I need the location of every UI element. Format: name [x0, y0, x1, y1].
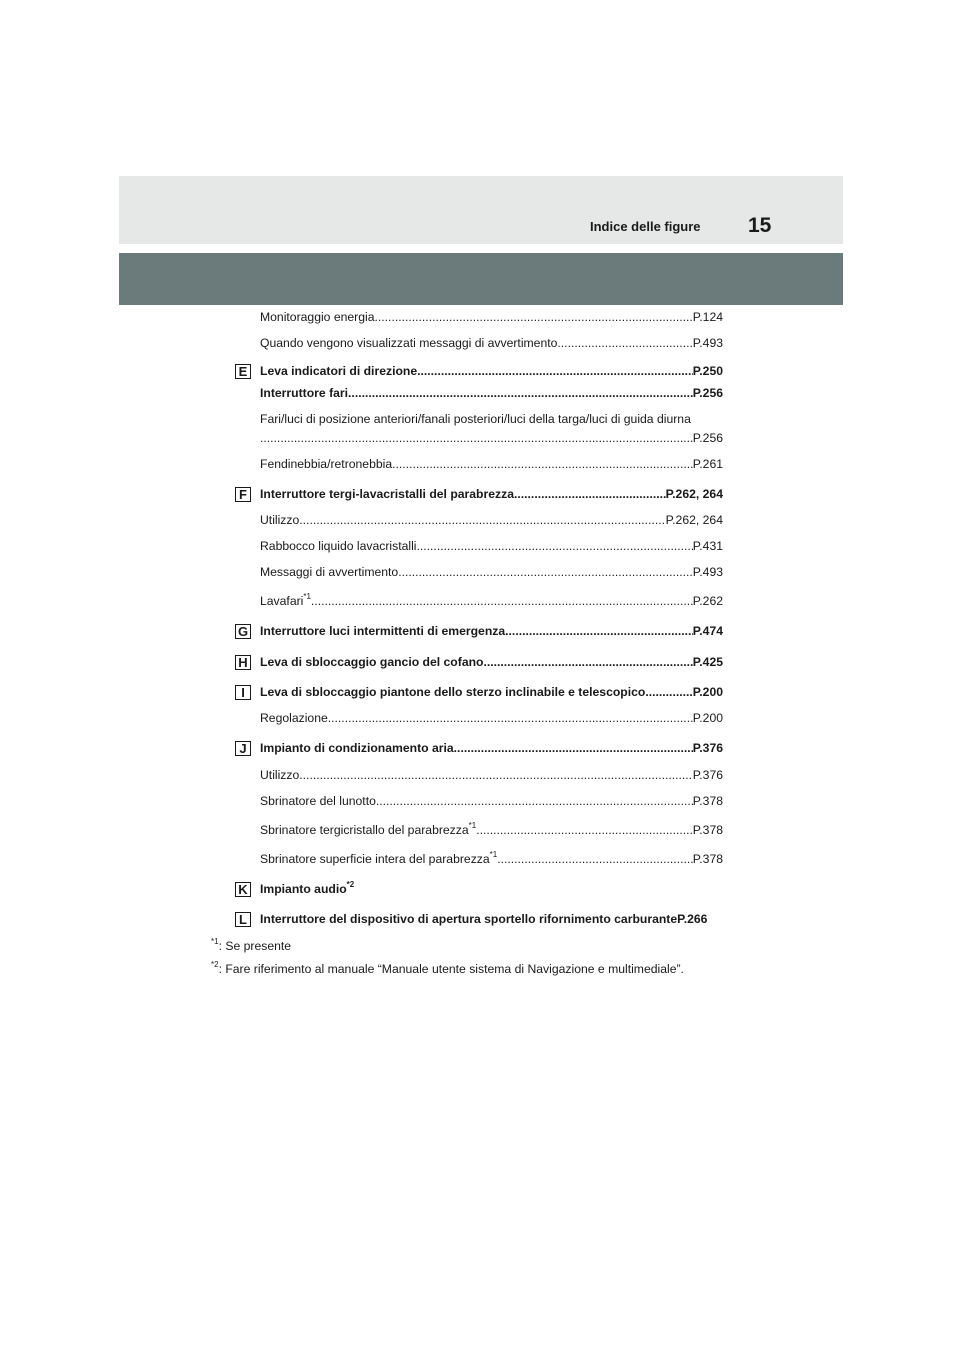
callout-letter-i: I [235, 685, 251, 700]
index-entry: Utilizzo ..... P.376 [260, 768, 723, 783]
callout-letter-k: K [235, 882, 251, 897]
index-entry: Interruttore luci intermittenti di emergenza ..... P.474 [260, 624, 723, 639]
callout-letter-j: J [235, 741, 251, 756]
index-entry: Impianto di condizionamento aria ..... P.376 [260, 741, 723, 756]
index-entry: Interruttore del dispositivo di apertura sportello rifornimento carburante P.266 [260, 912, 708, 926]
index-entry: Interruttore fari ..... P.256 [260, 386, 723, 401]
page-number: 15 [748, 214, 772, 237]
index-entry: Lavafari$^{*1}$ ..... P.262 [260, 594, 723, 609]
index-entry: Sbrinatore tergicristallo del parabrezza$^{*1}$ ..... P.378 [260, 823, 723, 838]
index-entry: Sbrinatore superficie intera del parabrezza$^{*1}$ ..... P.378 [260, 852, 723, 867]
index-entry: Utilizzo ..... P.262, 264 [260, 513, 723, 528]
index-entry: Leva di sbloccaggio piantone dello sterzo inclinabile e telescopico ..... P.200 [260, 685, 723, 700]
callout-letter-f: F [235, 487, 251, 502]
index-entry: Fendinebbia/retronebbia ..... P.261 [260, 457, 723, 472]
index-entry: Quando vengono visualizzati messaggi di avvertimento ..... P.493 [260, 336, 723, 351]
footnote: $^{*2}$: Fare riferimento al manuale “Manuale utente sistema di Navigazione e multimediale”. [211, 960, 684, 977]
index-entry-label: Fari/luci di posizione anteriori/fanali posteriori/luci della targa/luci di guida diurna [260, 412, 691, 426]
callout-letter-l: L [235, 912, 251, 927]
index-entry: Regolazione ..... P.200 [260, 711, 723, 726]
callout-letter-h: H [235, 655, 251, 670]
callout-letter-e: E [235, 364, 251, 379]
index-entry: Monitoraggio energia ..... P.124 [260, 310, 723, 325]
index-entry: Sbrinatore del lunotto ..... P.378 [260, 794, 723, 809]
index-entry: Messaggi di avvertimento ..... P.493 [260, 565, 723, 580]
index-entry: Rabbocco liquido lavacristalli ..... P.431 [260, 539, 723, 554]
index-entry: Leva indicatori di direzione ..... P.250 [260, 364, 723, 379]
section-title: Indice delle figure [590, 219, 701, 234]
index-entry: Leva di sbloccaggio gancio del cofano ..... P.425 [260, 655, 723, 670]
index-entry: ..... P.256 [260, 431, 723, 446]
index-entry: Interruttore tergi-lavacristalli del parabrezza ..... P.262, 264 [260, 487, 723, 502]
callout-letter-g: G [235, 624, 251, 639]
index-entry: Impianto audio$^{*2}$ [260, 879, 355, 896]
footnote: $^{*1}$: Se presente [211, 937, 292, 954]
